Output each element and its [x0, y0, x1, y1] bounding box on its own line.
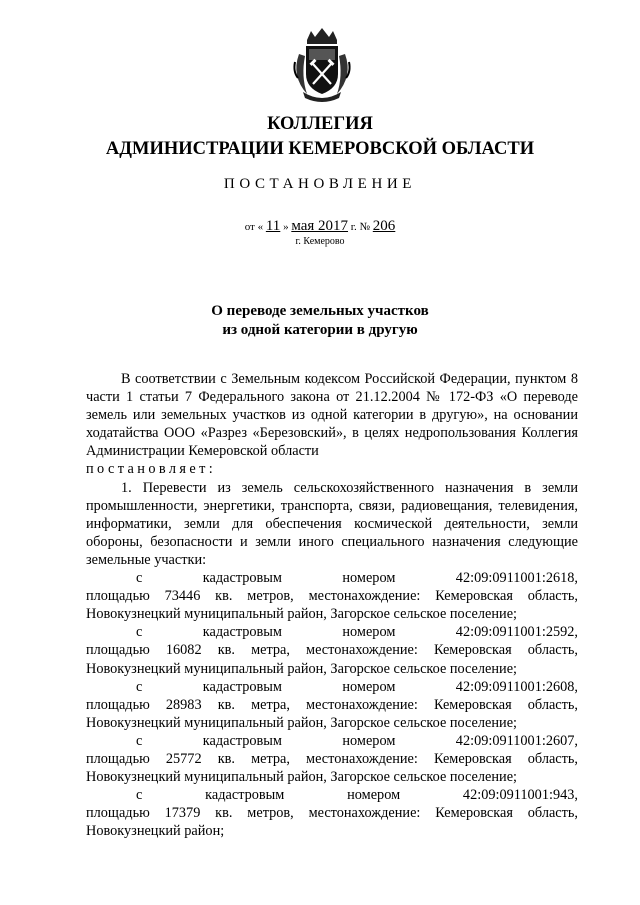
parcel-word-cadastral: кадастровым: [202, 570, 282, 587]
parcel-item: [86, 623, 578, 677]
parcel-word-with: с: [136, 732, 143, 749]
parcel-item: [86, 678, 578, 732]
parcel-head: [86, 623, 578, 641]
parcel-details: площадью 17379 кв. метров, местонахождение: Кемеровская область, Новокузнецкий район;: [86, 805, 578, 840]
parcel-word-number: номером: [342, 678, 396, 695]
subject-line2: из одной категории в другую: [222, 322, 418, 338]
parcel-head: [86, 569, 578, 587]
parcel-word-cadastral: кадастровым: [205, 787, 285, 804]
parcel-head: [86, 732, 578, 750]
date-mid: »: [283, 221, 289, 233]
org-name-line1: КОЛЛЕГИЯ: [267, 114, 373, 134]
parcel-head: [86, 678, 578, 696]
date-number-line: [0, 218, 640, 235]
parcel-cadastral-number: 42:09:0911001:2607,: [455, 732, 578, 749]
date-day: 11: [265, 218, 281, 234]
city: г. Кемерово: [295, 236, 345, 247]
parcel-details: площадью 25772 кв. метра, местонахождение: Кемеровская область, Новокузнецкий муниципальный район, Загорское сельское поселение;: [86, 750, 578, 786]
parcel-cadastral-number: 42:09:0911001:2592,: [455, 624, 578, 641]
parcel-word-cadastral: кадастровым: [202, 624, 282, 641]
preamble-paragraph: [86, 370, 578, 460]
parcel-word-with: с: [136, 624, 143, 641]
parcel-item: [86, 786, 578, 840]
parcel-details: площадью 16082 кв. метра, местонахождение: Кемеровская область, Новокузнецкий муниципальный район, Загорское сельское поселение;: [86, 642, 578, 677]
kemerovo-region-coat-of-arms-icon: [289, 26, 355, 102]
document-type: ПОСТАНОВЛЕНИЕ: [223, 176, 417, 192]
org-name-line2: АДМИНИСТРАЦИИ КЕМЕРОВСКОЙ ОБЛАСТИ: [105, 139, 535, 159]
document-number: 206: [372, 218, 396, 234]
parcel-cadastral-number: 42:09:0911001:2608,: [455, 678, 578, 695]
parcel-item: [86, 732, 578, 786]
parcel-cadastral-number: 42:09:0911001:943,: [462, 787, 578, 804]
parcel-cadastral-number: 42:09:0911001:2618,: [455, 570, 578, 587]
subject-line1: О переводе земельных участков: [211, 303, 429, 319]
document-body: [86, 370, 578, 840]
parcel-word-cadastral: кадастровым: [202, 678, 282, 695]
parcel-word-with: с: [136, 787, 143, 804]
parcel-word-with: с: [136, 678, 143, 695]
parcel-details: площадью 73446 кв. метров, местонахождение: Кемеровская область, Новокузнецкий муниципальный район, Загорское сельское поселение;: [86, 588, 578, 623]
parcel-word-number: номером: [347, 787, 401, 804]
date-prefix: от «: [244, 221, 264, 233]
item-1-paragraph: 1. Перевести из земель сельскохозяйственного назначения в земли промышленности, энергетики, транспорта, связи, радиовещания, телевидения, информатики, земли для обеспечения космической деятельности, земли обороны, безопасности и земли иного специального назначения следующие земельные участки:: [86, 479, 578, 568]
date-month-year: мая 2017: [291, 218, 349, 234]
parcel-word-cadastral: кадастровым: [202, 732, 282, 749]
parcel-word-with: с: [136, 570, 143, 587]
parcel-word-number: номером: [342, 624, 396, 641]
resolves-word: постановляет:: [86, 461, 217, 478]
parcel-details: площадью 28983 кв. метра, местонахождение: Кемеровская область, Новокузнецкий муниципальный район, Загорское сельское поселение;: [86, 696, 578, 731]
parcel-item: [86, 569, 578, 623]
parcel-word-number: номером: [342, 570, 396, 587]
date-year-suffix: г.: [350, 221, 357, 233]
number-prefix: №: [359, 221, 371, 233]
parcel-word-number: номером: [342, 732, 396, 749]
parcel-head: [86, 786, 578, 804]
preamble-text: В соответствии с Земельным кодексом Российской Федерации, пунктом 8 части 1 статьи 7 Федерального закона от 21.12.2004 № 172-ФЗ «О переводе земель или земельных участков из одной категории в другую», на основании ходатайства ООО «Разрез «Березовский», в целях недропользования Коллегия Администрации Кемеровской области: [86, 371, 578, 460]
